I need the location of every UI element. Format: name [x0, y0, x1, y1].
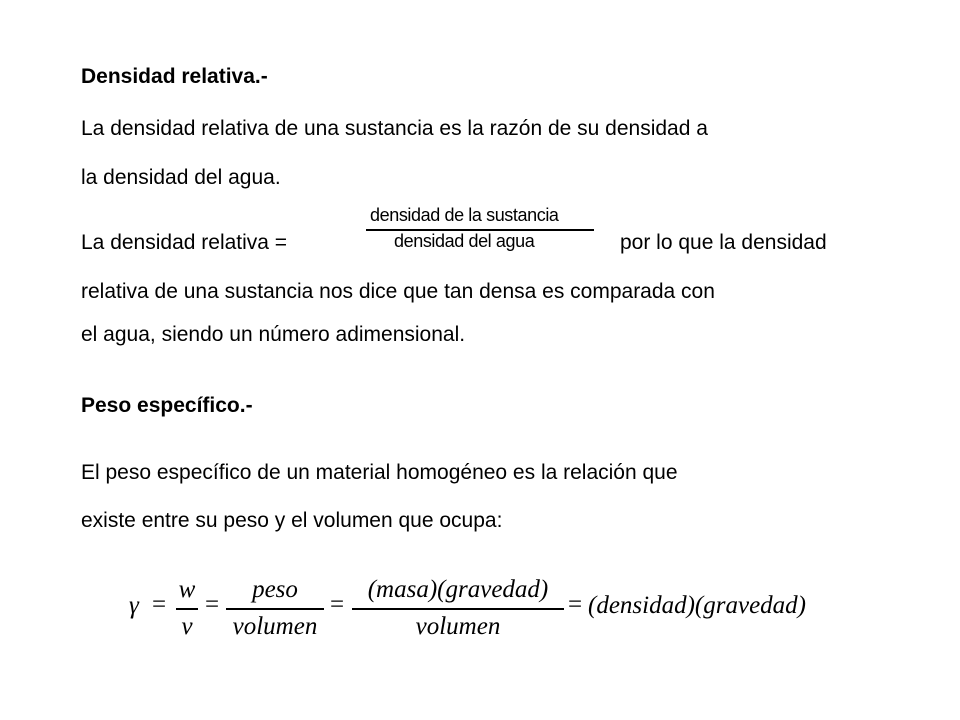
fraction-denominator: volumen — [232, 613, 318, 640]
specific-weight-equation — [125, 572, 845, 642]
paragraph-line: El peso específico de un material homogéneo es la relación que — [81, 461, 678, 484]
equals-sign: = — [568, 591, 583, 618]
fraction-numerator: (masa)(gravedad) — [367, 576, 549, 603]
fraction-peso-over-volumen — [226, 572, 324, 642]
paragraph-line: relativa de una sustancia nos dice que tan densa es comparada con — [81, 280, 715, 303]
paragraph-line: la densidad del agua. — [81, 166, 281, 189]
fraction-numerator: w — [178, 576, 196, 603]
section-heading-densidad-relativa: Densidad relativa.- — [81, 65, 268, 88]
equals-sign: = — [152, 591, 167, 618]
gamma-symbol: γ — [129, 592, 139, 619]
fraction-w-over-v — [176, 572, 198, 642]
paragraph-line: el agua, siendo un número adimensional. — [81, 323, 466, 346]
equation-result: (densidad)(gravedad) — [588, 592, 806, 619]
paragraph-line: La densidad relativa de una sustancia es la razón de su densidad a — [81, 117, 708, 140]
fraction-denominator: densidad del agua — [394, 231, 535, 251]
equals-sign: = — [205, 591, 220, 618]
fraction-bar — [176, 608, 198, 610]
fraction-bar — [352, 608, 564, 610]
fraction-numerator: peso — [252, 576, 298, 603]
paragraph-line: existe entre su peso y el volumen que ocupa: — [81, 509, 503, 532]
fraction-denominator: v — [181, 613, 193, 640]
fraction-denominator: volumen — [415, 613, 501, 640]
equals-sign: = — [330, 591, 345, 618]
fraction-masa-gravedad-over-volumen — [352, 572, 564, 642]
formula-prefix-text: La densidad relativa = — [81, 231, 288, 254]
fraction-bar — [226, 608, 324, 610]
section-heading-peso-especifico: Peso específico.- — [81, 394, 253, 417]
fraction-numerator: densidad de la sustancia — [370, 205, 559, 225]
formula-suffix-text: por lo que la densidad — [620, 231, 827, 254]
relative-density-fraction — [366, 205, 594, 251]
